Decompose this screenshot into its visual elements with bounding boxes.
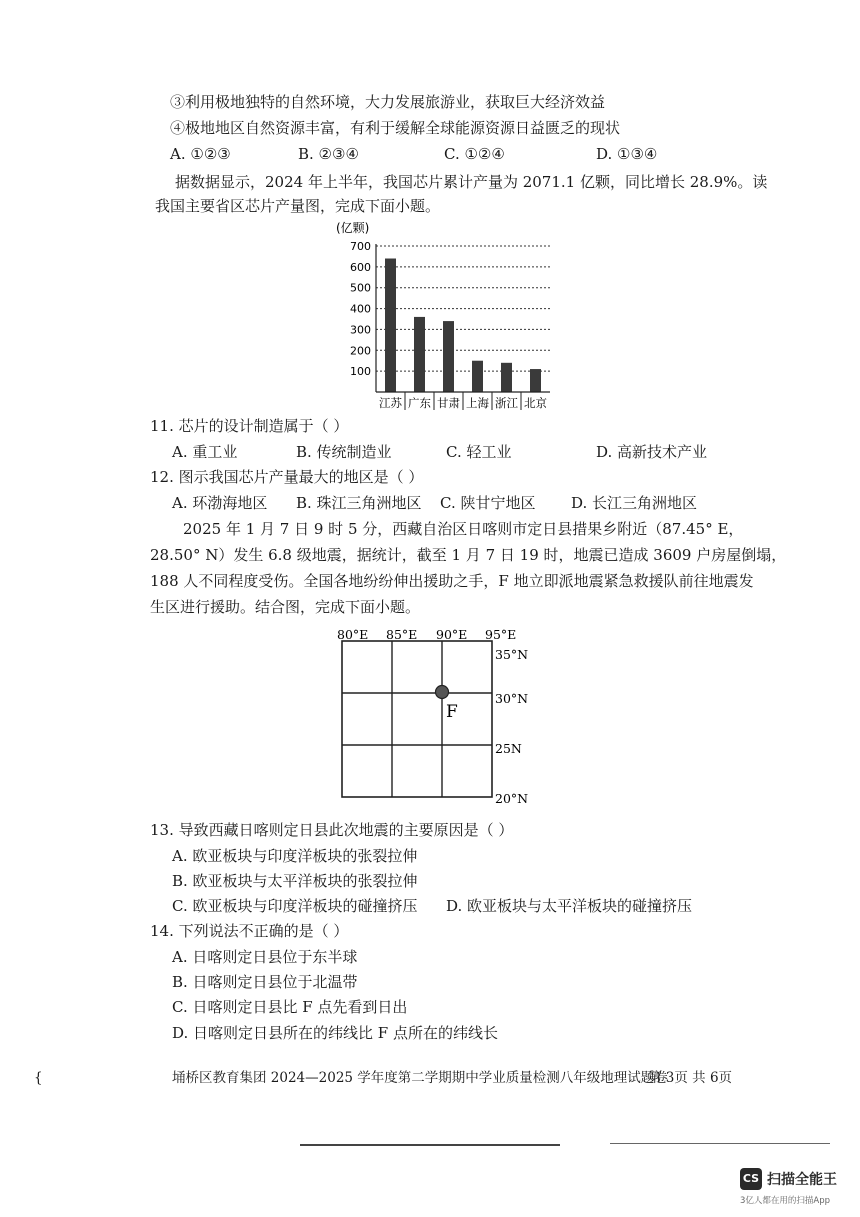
q13-option-b: B. 欧亚板块与太平洋板块的张裂拉伸 (172, 872, 418, 890)
footer-exam-title: 埇桥区教育集团 2024—2025 学年度第二学期期中学业质量检测八年级地理试题卷 (172, 1070, 668, 1086)
y-tick-label: 100 (350, 365, 371, 379)
bar (501, 363, 512, 392)
q10-option-c: C. ①②④ (444, 145, 505, 163)
point-f-label: F (446, 702, 458, 722)
q13-stem: 13. 导致西藏日喀则定日县此次地震的主要原因是（ ） (150, 821, 514, 839)
q14-option-a: A. 日喀则定日县位于东半球 (172, 948, 358, 966)
bar (443, 321, 454, 392)
quake-intro-line-2: 28.50° N）发生 6.8 级地震，据统计，截至 1 月 7 日 19 时，地震已造成 3609 户房屋倒塌， (150, 546, 787, 564)
chart-gridlines (376, 246, 550, 371)
q11-option-a: A. 重工业 (172, 443, 238, 461)
q10-option-a: A. ①②③ (170, 145, 231, 163)
lat-label-25: 25N (495, 741, 522, 756)
q11-option-d: D. 高新技术产业 (596, 443, 708, 461)
lat-label-30: 30°N (495, 691, 529, 706)
statement-3: ③利用极地独特的自然环境，大力发展旅游业，获取巨大经济效益 (170, 93, 606, 111)
bar (530, 369, 541, 392)
bar (414, 317, 425, 392)
chip-intro-line-2: 我国主要省区芯片产量图，完成下面小题。 (155, 197, 441, 215)
footer-margin-mark: { (34, 1070, 43, 1086)
y-tick-label: 400 (350, 302, 371, 316)
lat-label-35: 35°N (495, 647, 529, 662)
q12-option-a: A. 环渤海地区 (172, 494, 268, 512)
y-tick-label: 700 (350, 240, 371, 253)
chip-intro-line-1: 据数据显示，2024 年上半年，我国芯片累计产量为 2071.1 亿颗，同比增长 28.9%。读 (175, 173, 768, 191)
q13-option-d: D. 欧亚板块与太平洋板块的碰撞挤压 (446, 897, 693, 915)
statement-4: ④极地地区自然资源丰富，有利于缓解全球能源资源日益匮乏的现状 (170, 119, 621, 137)
scanner-app-logo (740, 1166, 850, 1211)
cs-logo-icon: CS (740, 1168, 762, 1190)
lon-label-80: 80°E (337, 627, 369, 642)
lon-label-95: 95°E (485, 627, 517, 642)
scan-edge-line-right (610, 1143, 830, 1144)
footer-page-number: 第 3页 共 6页 (648, 1070, 733, 1086)
lon-label-90: 90°E (436, 627, 468, 642)
y-tick-label: 600 (350, 260, 371, 274)
q12-option-b: B. 珠江三角洲地区 (296, 494, 422, 512)
q10-option-d: D. ①③④ (596, 145, 658, 163)
q13-option-a: A. 欧亚板块与印度洋板块的张裂拉伸 (172, 847, 418, 865)
x-tick-label: 广东 (408, 396, 431, 410)
q14-stem: 14. 下列说法不正确的是（ ） (150, 922, 349, 940)
lat-lon-grid-map (335, 625, 535, 810)
q14-option-b: B. 日喀则定日县位于北温带 (172, 973, 358, 991)
quake-intro-line-3: 188 人不同程度受伤。全国各地纷纷伸出援助之手，F 地立即派地震紧急救援队前往地震发 (150, 572, 754, 590)
q13-option-c: C. 欧亚板块与印度洋板块的碰撞挤压 (172, 897, 418, 915)
chip-output-bar-chart (330, 218, 560, 414)
quake-intro-line-1: 2025 年 1 月 7 日 9 时 5 分，西藏自治区日喀则市定日县措果乡附近（87.45° E， (183, 520, 744, 538)
y-tick-label: 300 (350, 323, 371, 337)
q11-option-b: B. 传统制造业 (296, 443, 392, 461)
q10-option-b: B. ②③④ (298, 145, 359, 163)
y-axis-unit-label: (亿颗) (336, 221, 370, 235)
scanner-app-tagline: 3亿人都在用的扫描App (740, 1196, 831, 1206)
y-tick-label: 500 (350, 281, 371, 295)
y-tick-label: 200 (350, 344, 371, 358)
q11-option-c: C. 轻工业 (446, 443, 512, 461)
bar (385, 259, 396, 392)
bar (472, 361, 483, 392)
x-tick-label: 甘肃 (437, 396, 460, 410)
q14-option-d: D. 日喀则定日县所在的纬线比 F 点所在的纬线长 (172, 1024, 498, 1042)
x-tick-label: 浙江 (495, 396, 518, 410)
point-f-marker (436, 686, 449, 699)
q11-stem: 11. 芯片的设计制造属于（ ） (150, 417, 349, 435)
lon-label-85: 85°E (386, 627, 418, 642)
scan-edge-line (300, 1144, 560, 1146)
q12-stem: 12. 图示我国芯片产量最大的地区是（ ） (150, 468, 424, 486)
scanner-app-name: 扫描全能王 (767, 1172, 837, 1188)
quake-intro-line-4: 生区进行援助。结合图，完成下面小题。 (150, 598, 421, 616)
x-tick-label: 上海 (466, 396, 489, 410)
lat-label-20: 20°N (495, 791, 529, 806)
q12-option-d: D. 长江三角洲地区 (571, 494, 698, 512)
x-tick-label: 北京 (524, 396, 547, 410)
q12-option-c: C. 陕甘宁地区 (440, 494, 536, 512)
chart-bars (385, 259, 541, 392)
grid-cells (342, 641, 492, 797)
q14-option-c: C. 日喀则定日县比 F 点先看到日出 (172, 998, 408, 1016)
x-tick-label: 江苏 (379, 396, 402, 410)
